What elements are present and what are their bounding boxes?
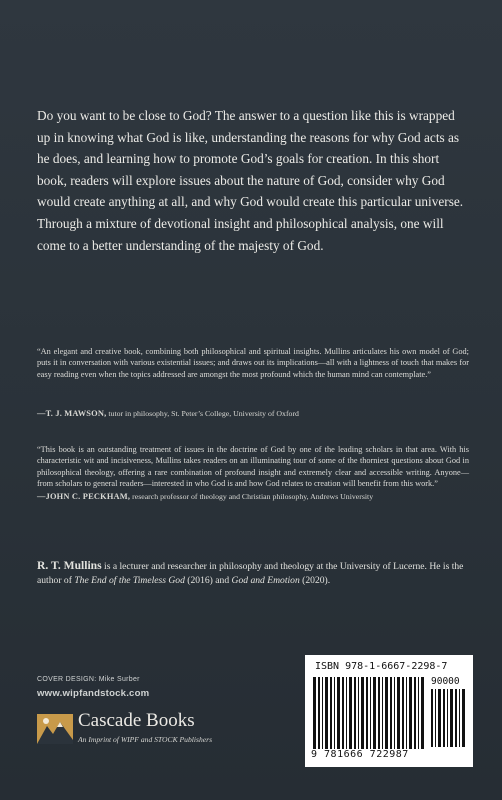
- barcode-digits: 9 781666 722987: [311, 749, 409, 760]
- publisher-website: www.wipfandstock.com: [37, 688, 150, 699]
- author-bio: R. T. Mullins is a lecturer and researcher in philosophy and theology at the University of Lucerne. He is the author of The End of the Timeless God (2016) and God and Emotion (2020).: [37, 559, 464, 586]
- endorsement-attribution: [37, 409, 477, 418]
- mountain-logo-icon: [37, 714, 73, 744]
- publisher-logo: [37, 710, 277, 750]
- book-title: God and Emotion: [231, 575, 300, 586]
- book-description: Do you want to be close to God? The answer to a question like this is wrapped up in knowing what God is like, understanding the reasons for why God acts as he does, and learning how to promote God’s goals for creation. In this short book, readers will explore issues about the nature of God, consider why God would create anything at all, and why God would create this particular universe. Through a mixture of devotional insight and philosophical analysis, one will come to a better understanding of the majesty of God.: [37, 108, 464, 253]
- endorsement-quote: “This book is an outstanding treatment of issues in the doctrine of God by one of the leading scholars in that area. With his characteristic wit and incisiveness, Mullins takes readers on an illuminating tour of some of the thorniest questions about God in philosophical theology, offering a rare combination of profound insight and extremely clear and accessible writing. Anyone—from scholars to general readers—interested in who God is and how God relates to creation will benefit from this work.”: [37, 445, 469, 489]
- publisher-name: Cascade Books: [78, 710, 195, 731]
- barcode-bars: [313, 677, 425, 749]
- cover-design-credit: COVER DESIGN: Mike Surber: [37, 676, 140, 683]
- endorser-name: —T. J. MAWSON,: [37, 409, 107, 418]
- isbn-label: ISBN 978-1-6667-2298-7: [315, 661, 448, 672]
- endorser-name: —JOHN C. PECKHAM,: [37, 492, 131, 501]
- endorser-affiliation: tutor in philosophy, St. Peter’s College, University of Oxford: [108, 409, 299, 418]
- publisher-subtitle: An Imprint of WIPF and STOCK Publishers: [78, 735, 213, 744]
- addon-barcode-bars: [431, 689, 469, 747]
- endorsement-quote: “An elegant and creative book, combining both philosophical and spiritual insights. Mullins articulates his own model of God; puts it in conversation with various existential issues; and draws out its implications—all with a lightness of touch that makes for easy reading even when the topics addressed are amongst the most profound which the human mind can contemplate.”: [37, 347, 469, 379]
- book-title: The End of the Timeless God: [74, 575, 185, 586]
- price-code: 90000: [431, 676, 460, 687]
- author-name: R. T. Mullins: [37, 559, 102, 572]
- endorser-affiliation: research professor of theology and Christian philosophy, Andrews University: [132, 492, 374, 501]
- endorsement-attribution: [37, 492, 477, 501]
- credits: [37, 676, 149, 699]
- isbn-barcode: [305, 655, 473, 767]
